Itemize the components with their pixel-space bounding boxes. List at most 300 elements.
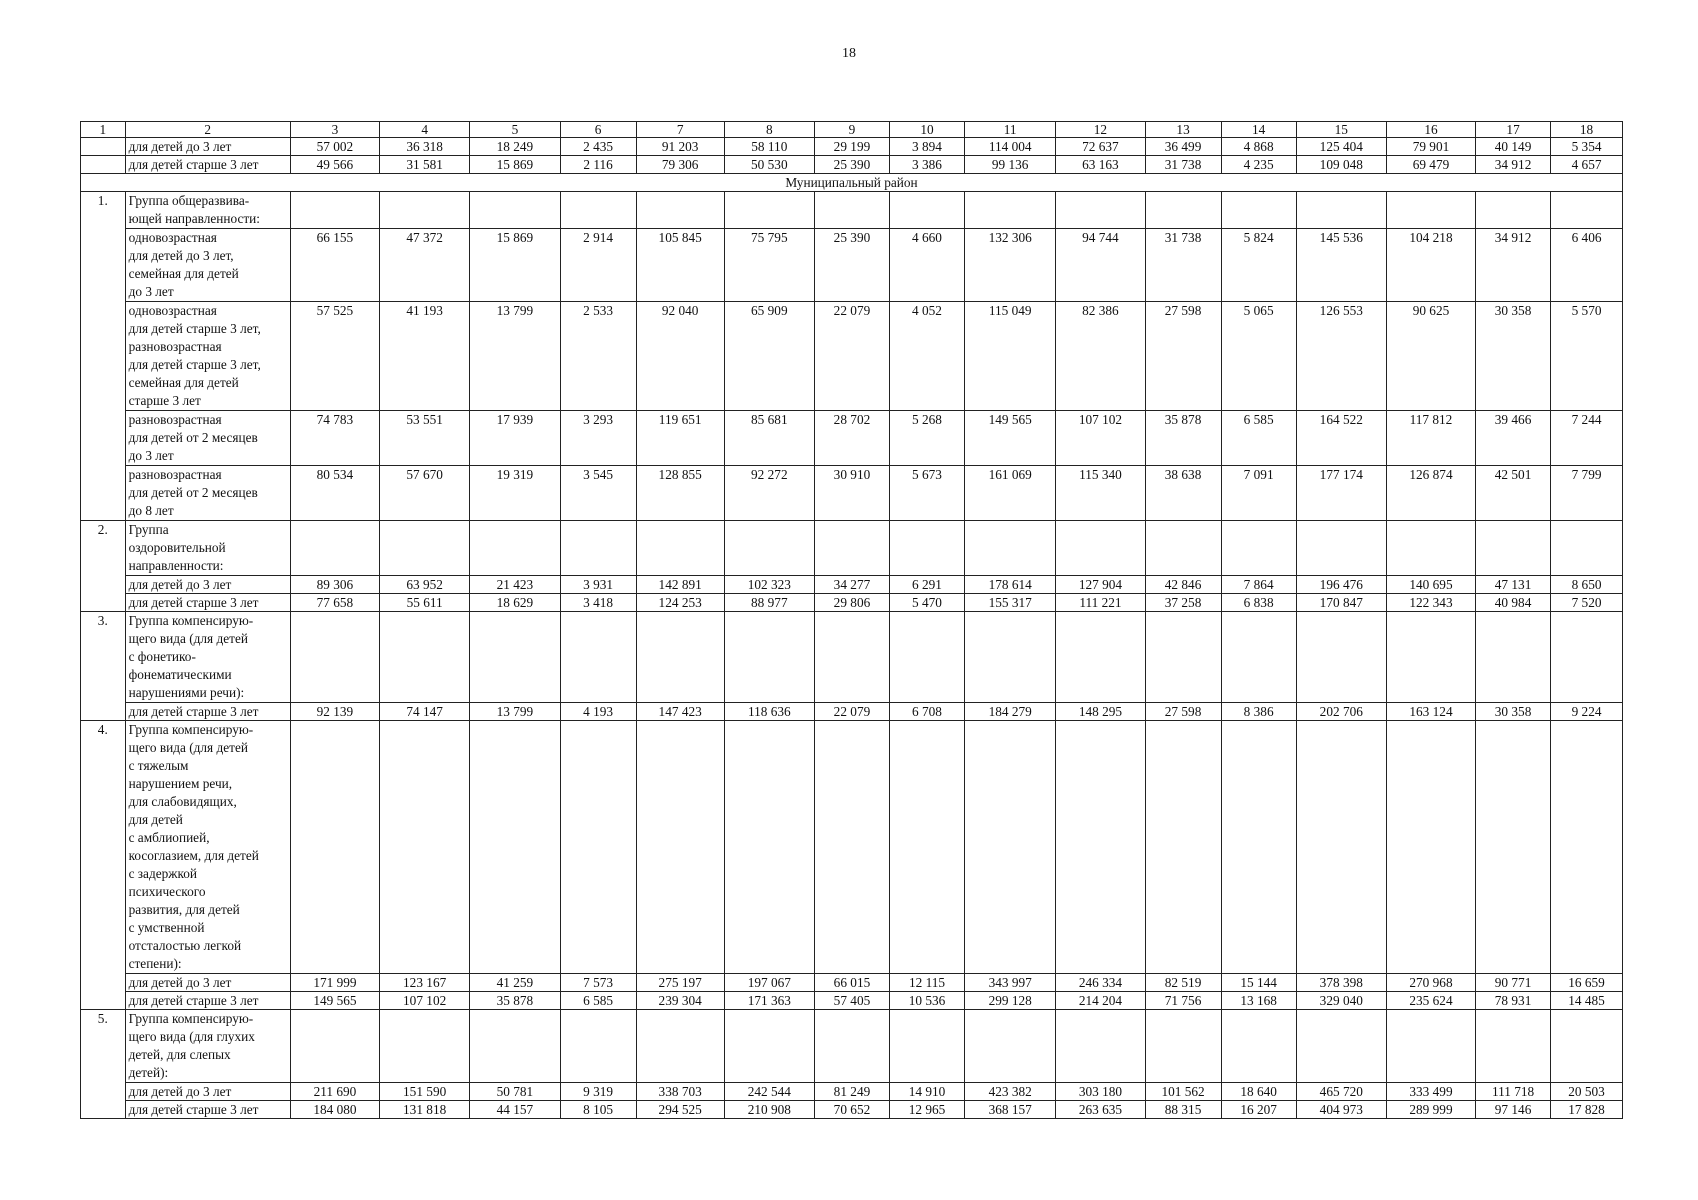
value-cell: 77 658 (290, 594, 379, 612)
value-cell: 17 828 (1551, 1101, 1623, 1119)
tariff-table (80, 121, 1623, 1119)
table-row (81, 974, 1623, 992)
empty-cell (724, 1010, 814, 1083)
value-cell: 3 293 (560, 411, 636, 466)
value-cell: 107 102 (380, 992, 470, 1010)
value-cell: 122 343 (1386, 594, 1475, 612)
value-cell: 72 637 (1056, 138, 1145, 156)
row-index-cell (81, 156, 126, 174)
empty-cell (889, 721, 964, 974)
value-cell: 20 503 (1551, 1083, 1623, 1101)
empty-cell (814, 192, 889, 229)
empty-cell (965, 721, 1056, 974)
value-cell: 104 218 (1386, 229, 1475, 302)
value-cell: 3 545 (560, 466, 636, 521)
value-cell: 2 533 (560, 302, 636, 411)
value-cell: 5 824 (1221, 229, 1296, 302)
value-cell: 303 180 (1056, 1083, 1145, 1101)
value-cell: 6 585 (560, 992, 636, 1010)
value-cell: 155 317 (965, 594, 1056, 612)
value-cell: 10 536 (889, 992, 964, 1010)
row-label: для детей до 3 лет (125, 1083, 290, 1101)
value-cell: 107 102 (1056, 411, 1145, 466)
value-cell: 171 363 (724, 992, 814, 1010)
column-header: 5 (470, 122, 560, 138)
value-cell: 4 193 (560, 703, 636, 721)
table-row (81, 1101, 1623, 1119)
group-title-row (81, 721, 1623, 974)
empty-cell (380, 721, 470, 974)
empty-cell (1551, 192, 1623, 229)
value-cell: 423 382 (965, 1083, 1056, 1101)
value-cell: 34 277 (814, 576, 889, 594)
empty-cell (470, 612, 560, 703)
column-header: 17 (1476, 122, 1551, 138)
value-cell: 94 744 (1056, 229, 1145, 302)
table-row (81, 703, 1623, 721)
value-cell: 34 912 (1476, 156, 1551, 174)
value-cell: 69 479 (1386, 156, 1475, 174)
group-title-row (81, 612, 1623, 703)
value-cell: 13 799 (470, 703, 560, 721)
value-cell: 19 319 (470, 466, 560, 521)
value-cell: 294 525 (636, 1101, 724, 1119)
value-cell: 57 525 (290, 302, 379, 411)
empty-cell (290, 1010, 379, 1083)
value-cell: 35 878 (470, 992, 560, 1010)
value-cell: 15 869 (470, 229, 560, 302)
value-cell: 75 795 (724, 229, 814, 302)
table-row (81, 594, 1623, 612)
column-header: 16 (1386, 122, 1475, 138)
empty-cell (1056, 721, 1145, 974)
empty-cell (724, 521, 814, 576)
value-cell: 89 306 (290, 576, 379, 594)
value-cell: 31 738 (1145, 229, 1221, 302)
empty-cell (1056, 521, 1145, 576)
value-cell: 74 783 (290, 411, 379, 466)
column-header: 3 (290, 122, 379, 138)
empty-cell (965, 1010, 1056, 1083)
value-cell: 34 912 (1476, 229, 1551, 302)
empty-cell (560, 192, 636, 229)
value-cell: 35 878 (1145, 411, 1221, 466)
value-cell: 82 519 (1145, 974, 1221, 992)
value-cell: 211 690 (290, 1083, 379, 1101)
empty-cell (470, 521, 560, 576)
empty-cell (1386, 521, 1475, 576)
value-cell: 3 386 (889, 156, 964, 174)
group-index: 4. (81, 721, 126, 1010)
table-row (81, 576, 1623, 594)
value-cell: 90 625 (1386, 302, 1475, 411)
value-cell: 99 136 (965, 156, 1056, 174)
value-cell: 329 040 (1296, 992, 1386, 1010)
value-cell: 149 565 (965, 411, 1056, 466)
value-cell: 41 193 (380, 302, 470, 411)
value-cell: 2 914 (560, 229, 636, 302)
value-cell: 16 659 (1551, 974, 1623, 992)
value-cell: 465 720 (1296, 1083, 1386, 1101)
empty-cell (1145, 192, 1221, 229)
value-cell: 105 845 (636, 229, 724, 302)
value-cell: 40 984 (1476, 594, 1551, 612)
group-index: 3. (81, 612, 126, 721)
group-title: Группа компенсирую- щего вида (для детей с фонетико- фонематическими нарушениями речи): (125, 612, 290, 703)
empty-cell (1386, 721, 1475, 974)
value-cell: 5 065 (1221, 302, 1296, 411)
group-title: Группа компенсирую- щего вида (для глухих детей, для слепых детей): (125, 1010, 290, 1083)
row-label: для детей старше 3 лет (125, 1101, 290, 1119)
row-index-cell (81, 138, 126, 156)
empty-cell (1221, 721, 1296, 974)
value-cell: 13 799 (470, 302, 560, 411)
empty-cell (380, 612, 470, 703)
empty-cell (814, 612, 889, 703)
row-label: для детей до 3 лет (125, 576, 290, 594)
value-cell: 170 847 (1296, 594, 1386, 612)
value-cell: 111 718 (1476, 1083, 1551, 1101)
empty-cell (965, 192, 1056, 229)
value-cell: 14 485 (1551, 992, 1623, 1010)
empty-cell (1056, 1010, 1145, 1083)
empty-cell (380, 521, 470, 576)
value-cell: 18 629 (470, 594, 560, 612)
value-cell: 66 015 (814, 974, 889, 992)
value-cell: 6 708 (889, 703, 964, 721)
table-row (81, 229, 1623, 302)
value-cell: 111 221 (1056, 594, 1145, 612)
value-cell: 404 973 (1296, 1101, 1386, 1119)
value-cell: 142 891 (636, 576, 724, 594)
empty-cell (1386, 1010, 1475, 1083)
empty-cell (889, 521, 964, 576)
value-cell: 117 812 (1386, 411, 1475, 466)
group-title: Группа оздоровительной направленности: (125, 521, 290, 576)
empty-cell (636, 521, 724, 576)
empty-cell (1296, 1010, 1386, 1083)
value-cell: 177 174 (1296, 466, 1386, 521)
value-cell: 92 272 (724, 466, 814, 521)
value-cell: 8 105 (560, 1101, 636, 1119)
value-cell: 25 390 (814, 156, 889, 174)
value-cell: 47 131 (1476, 576, 1551, 594)
value-cell: 13 168 (1221, 992, 1296, 1010)
row-label: одновозрастная для детей старше 3 лет, разновозрастная для детей старше 3 лет, семейная для детей старше 3 лет (125, 302, 290, 411)
empty-cell (290, 721, 379, 974)
value-cell: 148 295 (1056, 703, 1145, 721)
value-cell: 6 406 (1551, 229, 1623, 302)
value-cell: 102 323 (724, 576, 814, 594)
empty-cell (290, 521, 379, 576)
value-cell: 18 640 (1221, 1083, 1296, 1101)
empty-cell (470, 721, 560, 974)
value-cell: 6 585 (1221, 411, 1296, 466)
value-cell: 114 004 (965, 138, 1056, 156)
row-label: для детей старше 3 лет (125, 594, 290, 612)
value-cell: 30 910 (814, 466, 889, 521)
table-row (81, 138, 1623, 156)
column-header-row (81, 122, 1623, 138)
page-number: 18 (842, 46, 856, 61)
empty-cell (814, 521, 889, 576)
value-cell: 25 390 (814, 229, 889, 302)
value-cell: 214 204 (1056, 992, 1145, 1010)
value-cell: 242 544 (724, 1083, 814, 1101)
empty-cell (814, 721, 889, 974)
value-cell: 128 855 (636, 466, 724, 521)
value-cell: 92 139 (290, 703, 379, 721)
value-cell: 171 999 (290, 974, 379, 992)
value-cell: 79 901 (1386, 138, 1475, 156)
value-cell: 66 155 (290, 229, 379, 302)
value-cell: 29 806 (814, 594, 889, 612)
value-cell: 368 157 (965, 1101, 1056, 1119)
value-cell: 58 110 (724, 138, 814, 156)
value-cell: 16 207 (1221, 1101, 1296, 1119)
value-cell: 263 635 (1056, 1101, 1145, 1119)
value-cell: 97 146 (1476, 1101, 1551, 1119)
value-cell: 163 124 (1386, 703, 1475, 721)
value-cell: 184 080 (290, 1101, 379, 1119)
value-cell: 5 470 (889, 594, 964, 612)
value-cell: 4 657 (1551, 156, 1623, 174)
value-cell: 79 306 (636, 156, 724, 174)
row-label: для детей до 3 лет (125, 974, 290, 992)
empty-cell (560, 721, 636, 974)
value-cell: 119 651 (636, 411, 724, 466)
empty-cell (636, 721, 724, 974)
value-cell: 161 069 (965, 466, 1056, 521)
value-cell: 178 614 (965, 576, 1056, 594)
value-cell: 164 522 (1296, 411, 1386, 466)
empty-cell (380, 192, 470, 229)
value-cell: 5 673 (889, 466, 964, 521)
empty-cell (724, 721, 814, 974)
value-cell: 101 562 (1145, 1083, 1221, 1101)
value-cell: 151 590 (380, 1083, 470, 1101)
value-cell: 275 197 (636, 974, 724, 992)
empty-cell (290, 192, 379, 229)
value-cell: 21 423 (470, 576, 560, 594)
value-cell: 196 476 (1296, 576, 1386, 594)
value-cell: 6 291 (889, 576, 964, 594)
empty-cell (1551, 721, 1623, 974)
value-cell: 239 304 (636, 992, 724, 1010)
value-cell: 4 660 (889, 229, 964, 302)
value-cell: 63 952 (380, 576, 470, 594)
column-header: 11 (965, 122, 1056, 138)
column-header: 12 (1056, 122, 1145, 138)
column-header: 18 (1551, 122, 1623, 138)
empty-cell (814, 1010, 889, 1083)
value-cell: 115 340 (1056, 466, 1145, 521)
column-header: 14 (1221, 122, 1296, 138)
value-cell: 132 306 (965, 229, 1056, 302)
value-cell: 30 358 (1476, 302, 1551, 411)
value-cell: 36 318 (380, 138, 470, 156)
value-cell: 15 869 (470, 156, 560, 174)
value-cell: 22 079 (814, 302, 889, 411)
table-row (81, 411, 1623, 466)
value-cell: 126 874 (1386, 466, 1475, 521)
column-header: 1 (81, 122, 126, 138)
empty-cell (636, 612, 724, 703)
value-cell: 74 147 (380, 703, 470, 721)
table-row (81, 302, 1623, 411)
empty-cell (1145, 612, 1221, 703)
table-row (81, 1083, 1623, 1101)
value-cell: 202 706 (1296, 703, 1386, 721)
value-cell: 7 573 (560, 974, 636, 992)
value-cell: 50 530 (724, 156, 814, 174)
value-cell: 127 904 (1056, 576, 1145, 594)
value-cell: 82 386 (1056, 302, 1145, 411)
value-cell: 7 799 (1551, 466, 1623, 521)
value-cell: 246 334 (1056, 974, 1145, 992)
value-cell: 9 224 (1551, 703, 1623, 721)
empty-cell (1476, 612, 1551, 703)
empty-cell (1145, 1010, 1221, 1083)
value-cell: 63 163 (1056, 156, 1145, 174)
value-cell: 3 418 (560, 594, 636, 612)
value-cell: 88 315 (1145, 1101, 1221, 1119)
column-header: 2 (125, 122, 290, 138)
row-label: для детей старше 3 лет (125, 156, 290, 174)
value-cell: 5 354 (1551, 138, 1623, 156)
value-cell: 44 157 (470, 1101, 560, 1119)
empty-cell (560, 1010, 636, 1083)
column-header: 4 (380, 122, 470, 138)
value-cell: 140 695 (1386, 576, 1475, 594)
empty-cell (1221, 612, 1296, 703)
empty-cell (1296, 192, 1386, 229)
group-title-row (81, 521, 1623, 576)
value-cell: 57 670 (380, 466, 470, 521)
value-cell: 88 977 (724, 594, 814, 612)
value-cell: 36 499 (1145, 138, 1221, 156)
value-cell: 338 703 (636, 1083, 724, 1101)
empty-cell (724, 612, 814, 703)
value-cell: 210 908 (724, 1101, 814, 1119)
value-cell: 118 636 (724, 703, 814, 721)
section-row (81, 174, 1623, 192)
value-cell: 27 598 (1145, 302, 1221, 411)
value-cell: 22 079 (814, 703, 889, 721)
value-cell: 71 756 (1145, 992, 1221, 1010)
row-label: одновозрастная для детей до 3 лет, семейная для детей до 3 лет (125, 229, 290, 302)
group-index: 5. (81, 1010, 126, 1119)
value-cell: 70 652 (814, 1101, 889, 1119)
value-cell: 37 258 (1145, 594, 1221, 612)
empty-cell (1551, 612, 1623, 703)
empty-cell (636, 1010, 724, 1083)
value-cell: 27 598 (1145, 703, 1221, 721)
empty-cell (1551, 521, 1623, 576)
value-cell: 47 372 (380, 229, 470, 302)
value-cell: 8 386 (1221, 703, 1296, 721)
group-title: Группа общеразвива- ющей направленности: (125, 192, 290, 229)
value-cell: 12 965 (889, 1101, 964, 1119)
value-cell: 125 404 (1296, 138, 1386, 156)
value-cell: 30 358 (1476, 703, 1551, 721)
empty-cell (1056, 192, 1145, 229)
value-cell: 29 199 (814, 138, 889, 156)
empty-cell (1221, 1010, 1296, 1083)
row-label: для детей до 3 лет (125, 138, 290, 156)
value-cell: 6 838 (1221, 594, 1296, 612)
empty-cell (889, 612, 964, 703)
value-cell: 85 681 (724, 411, 814, 466)
value-cell: 18 249 (470, 138, 560, 156)
value-cell: 57 002 (290, 138, 379, 156)
empty-cell (1221, 521, 1296, 576)
value-cell: 80 534 (290, 466, 379, 521)
section-title: Муниципальный район (81, 174, 1623, 192)
value-cell: 5 268 (889, 411, 964, 466)
value-cell: 343 997 (965, 974, 1056, 992)
empty-cell (470, 192, 560, 229)
value-cell: 131 818 (380, 1101, 470, 1119)
value-cell: 7 244 (1551, 411, 1623, 466)
column-header: 8 (724, 122, 814, 138)
empty-cell (560, 521, 636, 576)
column-header: 15 (1296, 122, 1386, 138)
value-cell: 41 259 (470, 974, 560, 992)
value-cell: 3 931 (560, 576, 636, 594)
value-cell: 42 846 (1145, 576, 1221, 594)
value-cell: 78 931 (1476, 992, 1551, 1010)
value-cell: 2 116 (560, 156, 636, 174)
empty-cell (965, 612, 1056, 703)
value-cell: 49 566 (290, 156, 379, 174)
value-cell: 55 611 (380, 594, 470, 612)
group-index: 2. (81, 521, 126, 612)
empty-cell (1296, 721, 1386, 974)
value-cell: 31 738 (1145, 156, 1221, 174)
row-label: разновозрастная для детей от 2 месяцев до 3 лет (125, 411, 290, 466)
empty-cell (1145, 521, 1221, 576)
empty-cell (1551, 1010, 1623, 1083)
empty-cell (889, 1010, 964, 1083)
value-cell: 40 149 (1476, 138, 1551, 156)
row-label: для детей старше 3 лет (125, 703, 290, 721)
group-title-row (81, 1010, 1623, 1083)
value-cell: 92 040 (636, 302, 724, 411)
empty-cell (560, 612, 636, 703)
value-cell: 184 279 (965, 703, 1056, 721)
empty-cell (1476, 1010, 1551, 1083)
empty-cell (1476, 192, 1551, 229)
value-cell: 14 910 (889, 1083, 964, 1101)
value-cell: 4 868 (1221, 138, 1296, 156)
value-cell: 235 624 (1386, 992, 1475, 1010)
empty-cell (1476, 521, 1551, 576)
value-cell: 115 049 (965, 302, 1056, 411)
value-cell: 7 520 (1551, 594, 1623, 612)
empty-cell (1145, 721, 1221, 974)
column-header: 6 (560, 122, 636, 138)
value-cell: 53 551 (380, 411, 470, 466)
value-cell: 38 638 (1145, 466, 1221, 521)
group-title-row (81, 192, 1623, 229)
column-header: 10 (889, 122, 964, 138)
value-cell: 90 771 (1476, 974, 1551, 992)
value-cell: 333 499 (1386, 1083, 1475, 1101)
empty-cell (1296, 612, 1386, 703)
empty-cell (1386, 192, 1475, 229)
table-row (81, 466, 1623, 521)
